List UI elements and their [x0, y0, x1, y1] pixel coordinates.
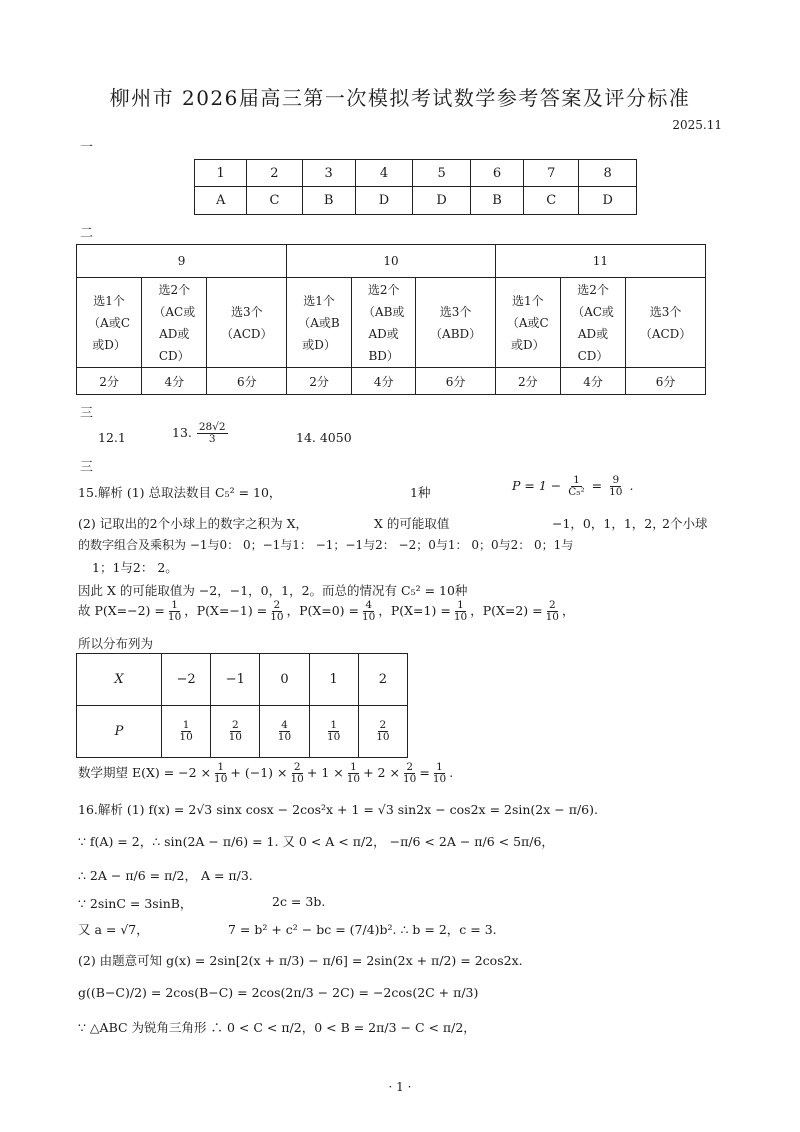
distribution-x-row	[77, 654, 408, 706]
fraction	[374, 720, 391, 743]
question-number-cell: 8	[579, 160, 637, 187]
option-line: 或D）	[92, 337, 126, 352]
option-cell	[560, 278, 625, 368]
q15-line-4: 1；1与2： 2。	[92, 560, 178, 575]
probability-label: ，P(X=1) =	[378, 603, 451, 618]
option-line: 选2个	[367, 282, 400, 297]
option-line: 选1个	[93, 293, 125, 308]
answer-cell: D	[413, 187, 471, 215]
period: .	[629, 478, 634, 493]
question-header-row	[77, 245, 706, 278]
q15-line-7: 所以分布列为	[78, 636, 154, 651]
fraction-numerator: 1	[436, 761, 443, 773]
fraction-numerator: 1	[457, 599, 464, 611]
option-line: 选1个	[303, 293, 335, 308]
q16-line-4a: ∵ 2sinC = 3sinB，	[78, 896, 193, 911]
question-number-cell: 11	[495, 245, 705, 278]
probability-expr: P = 1 −	[512, 478, 562, 493]
option-cell	[77, 278, 142, 368]
section-1-label: 一	[80, 140, 94, 155]
probability-label: 故 P(X=−2) =	[78, 603, 165, 618]
question-number-cell: 6	[470, 160, 523, 187]
fraction	[166, 600, 183, 623]
fraction	[276, 720, 293, 743]
answer-13-prefix: 13.	[172, 425, 192, 440]
fraction-numerator: 2	[548, 599, 556, 611]
fraction	[452, 600, 469, 623]
q16-line-4b: 2c = 3b.	[272, 894, 326, 909]
fraction-denominator: C₅²	[568, 486, 585, 498]
q16-line-2: ∵ f(A) = 2，∴ sin(2A − π/6) = 1. 又 0 < A < π/2， −π/6 < 2A − π/6 < 5π/6，	[78, 834, 554, 849]
fraction-numerator: 2	[293, 761, 301, 773]
question-number-cell: 7	[524, 160, 579, 187]
x-value-cell: 0	[260, 654, 309, 706]
fraction	[401, 762, 418, 785]
question-number-cell: 9	[77, 245, 287, 278]
scores-row	[77, 368, 706, 395]
score-cell: 4分	[142, 368, 207, 395]
exam-date: 2025.11	[672, 118, 722, 132]
fraction-denominator: 10	[277, 731, 292, 743]
option-line: 选2个	[158, 282, 191, 297]
q15-line-2c: −1，0，1，1，2，	[552, 516, 665, 531]
option-line: AD或	[159, 326, 190, 341]
fraction-numerator: 2	[273, 599, 281, 611]
option-cell	[142, 278, 207, 368]
section-2-scoring-table	[76, 244, 706, 395]
fraction-numerator: 2	[379, 719, 387, 731]
fraction-denominator: 10	[326, 731, 341, 743]
q15-line-2b: X 的可能取值	[374, 516, 450, 531]
p-value-cell	[309, 706, 358, 758]
option-line: （A或C	[88, 315, 131, 330]
fraction-denominator: 10	[402, 773, 417, 785]
fraction	[345, 762, 362, 785]
option-line: （AC或	[153, 304, 196, 319]
q16-line-5a: 又 a = √7，	[78, 922, 149, 937]
fraction	[212, 762, 229, 785]
option-line: （AB或	[362, 304, 405, 319]
answer-cell: B	[470, 187, 523, 215]
option-line: （ACD）	[639, 326, 692, 341]
question-number-cell: 1	[195, 160, 247, 187]
question-number-row	[195, 160, 637, 187]
fraction-numerator: 9	[612, 474, 620, 486]
answer-13-fraction	[197, 422, 228, 445]
option-line: BD）	[368, 348, 399, 363]
p-value-cell	[211, 706, 260, 758]
fraction-denominator: 10	[167, 611, 182, 623]
x-label-cell: X	[77, 654, 162, 706]
answer-cell: A	[195, 187, 247, 215]
option-line: 选3个	[649, 304, 682, 319]
p-value-cell	[358, 706, 407, 758]
score-cell: 2分	[287, 368, 352, 395]
q16-line-1: 16.解析 (1) f(x) = 2√3 sinx cosx − 2cos²x + 1 = √3 sin2x − cos2x = 2sin(2x − π/6).	[78, 802, 598, 817]
fraction-numerator: 1	[182, 719, 190, 731]
expectation-term: + (−1) ×	[230, 765, 288, 780]
question-number-cell: 5	[413, 160, 471, 187]
answer-13	[172, 422, 229, 445]
answer-cell: D	[579, 187, 637, 215]
fraction-numerator: 1	[330, 719, 337, 731]
option-line: AD或	[577, 326, 609, 341]
x-value-cell: −1	[211, 654, 260, 706]
fraction-numerator: 4	[365, 599, 373, 611]
score-cell: 6分	[626, 368, 706, 395]
option-cell	[207, 278, 287, 368]
option-cell	[495, 278, 560, 368]
option-line: 选2个	[577, 282, 609, 297]
fraction-denominator: 10	[179, 731, 193, 743]
expectation-term: + 1 ×	[306, 765, 344, 780]
fraction	[268, 600, 285, 623]
option-line: CD）	[158, 348, 190, 363]
q15-expectation-line	[78, 762, 453, 785]
option-cell	[351, 278, 416, 368]
fraction	[177, 720, 194, 743]
x-value-cell: 2	[358, 654, 407, 706]
option-cell	[626, 278, 706, 368]
fraction-numerator: 4	[281, 719, 288, 731]
option-cell	[416, 278, 495, 368]
answer-cell: B	[302, 187, 355, 215]
q15-line-2d: 2个小球	[662, 516, 708, 531]
q15-line-3: 的数字组合及乘积为 −1与0： 0；−1与1： −1；−1与2： −2；0与1： 0；0与2： 0；1与	[78, 538, 574, 552]
option-line: （A或B	[298, 315, 340, 330]
fraction-denominator: 3	[208, 433, 216, 445]
page-number: · 1 ·	[388, 1080, 412, 1094]
fraction-denominator: 10	[609, 486, 623, 498]
expectation-term: + 2 ×	[363, 765, 400, 780]
option-line: （ABD）	[430, 326, 482, 341]
section-2-label: 二	[80, 226, 94, 241]
fraction	[544, 600, 561, 623]
q16-line-7: g((B−C)/2) = 2cos(B−C) = 2cos(2π/3 − 2C) = −2cos(2C + π/3)	[78, 985, 479, 1000]
score-cell: 4分	[351, 368, 416, 395]
fraction-numerator: 1	[217, 761, 225, 773]
q15-line-1c	[512, 475, 633, 498]
answer-12: 12.1	[98, 430, 126, 445]
fraction-denominator: 10	[228, 731, 242, 743]
page-title: 柳州市 2026届高三第一次模拟考试数学参考答案及评分标准	[109, 86, 691, 110]
section-1-answer-table	[194, 159, 637, 215]
probability-label: ，P(X=−1) =	[184, 603, 268, 618]
score-cell: 4分	[560, 368, 625, 395]
section-4-label: 三	[80, 460, 94, 475]
option-line: （ACD）	[221, 326, 273, 341]
score-cell: 2分	[495, 368, 560, 395]
fraction-numerator: 2	[231, 719, 239, 731]
fraction	[431, 762, 448, 785]
fraction-denominator: 10	[362, 611, 376, 623]
score-cell: 6分	[416, 368, 495, 395]
option-line: 或D）	[302, 337, 336, 352]
expectation-term: =	[419, 765, 430, 780]
q16-line-6: (2) 由题意可知 g(x) = 2sin[2(x + π/3) − π/6] = 2sin(2x + π/2) = 2cos2x.	[78, 953, 523, 968]
fraction-numerator: 1	[573, 474, 580, 486]
option-line: （A或C	[506, 315, 549, 330]
fraction	[607, 475, 624, 498]
fraction	[360, 600, 377, 623]
fraction-numerator: 1	[350, 761, 357, 773]
equals-sign: =	[591, 478, 603, 493]
p-label-cell: P	[77, 706, 162, 758]
option-line: 选3个	[439, 304, 472, 319]
option-line: （AC或	[572, 304, 614, 319]
q15-line-5: 因此 X 的可能取值为 −2，−1，0，1，2。而总的情况有 C₅² = 10种	[78, 583, 468, 598]
p-value-cell	[260, 706, 309, 758]
fraction-denominator: 10	[290, 773, 304, 785]
answer-14: 14. 4050	[296, 430, 352, 445]
fraction-denominator: 10	[346, 773, 361, 785]
q15-probabilities-line	[78, 600, 575, 623]
distribution-table	[76, 653, 408, 758]
answer-row	[195, 187, 637, 215]
q16-line-5b: 7 = b² + c² − bc = (7/4)b². ∴ b = 2，c = 3.	[228, 922, 497, 937]
question-number-cell: 2	[247, 160, 302, 187]
fraction	[566, 475, 586, 498]
q15-line-1b: 1种	[410, 485, 431, 500]
section-3-label: 三	[80, 406, 94, 421]
option-line: CD）	[577, 348, 609, 363]
q15-line-1a: 15.解析 (1) 总取法数目 C₅² = 10，	[78, 485, 282, 500]
q15-line-2a: (2) 记取出的2个小球上的数字之积为 X，	[78, 516, 309, 531]
p-value-cell	[162, 706, 211, 758]
question-number-cell: 10	[287, 245, 496, 278]
fraction-denominator: 10	[270, 611, 284, 623]
fraction-numerator: 2	[406, 761, 413, 773]
probability-label: ，P(X=2) =	[470, 603, 543, 618]
option-line: 或D）	[511, 337, 545, 352]
question-number-cell: 4	[355, 160, 413, 187]
question-number-cell: 3	[302, 160, 355, 187]
fraction	[325, 720, 342, 743]
fraction-numerator: 1	[171, 599, 178, 611]
q16-line-8: ∵ △ABC 为锐角三角形 ∴ 0 < C < π/2，0 < B = 2π/3 − C < π/2，	[78, 1020, 476, 1035]
fraction-numerator: 28√2	[198, 421, 226, 433]
answer-cell: C	[247, 187, 302, 215]
distribution-p-row	[77, 706, 408, 758]
answer-cell: D	[355, 187, 413, 215]
option-line: 选1个	[512, 293, 544, 308]
answer-cell: C	[524, 187, 579, 215]
x-value-cell: −2	[162, 654, 211, 706]
fraction-denominator: 10	[545, 611, 559, 623]
expectation-term: 数学期望 E(X) = −2 ×	[78, 765, 212, 780]
comma: ，	[562, 603, 575, 618]
x-value-cell: 1	[309, 654, 358, 706]
fraction-denominator: 10	[432, 773, 447, 785]
option-line: 选3个	[230, 304, 263, 319]
score-cell: 2分	[77, 368, 142, 395]
probability-label: ，P(X=0) =	[286, 603, 359, 618]
fraction	[289, 762, 306, 785]
score-cell: 6分	[207, 368, 287, 395]
option-line: AD或	[368, 326, 399, 341]
q16-line-3: ∴ 2A − π/6 = π/2， A = π/3.	[78, 868, 253, 883]
period: .	[449, 765, 454, 780]
fraction-denominator: 10	[453, 611, 468, 623]
fraction-denominator: 10	[214, 773, 228, 785]
fraction-denominator: 10	[376, 731, 390, 743]
options-row	[77, 278, 706, 368]
fraction	[227, 720, 244, 743]
option-cell	[287, 278, 352, 368]
